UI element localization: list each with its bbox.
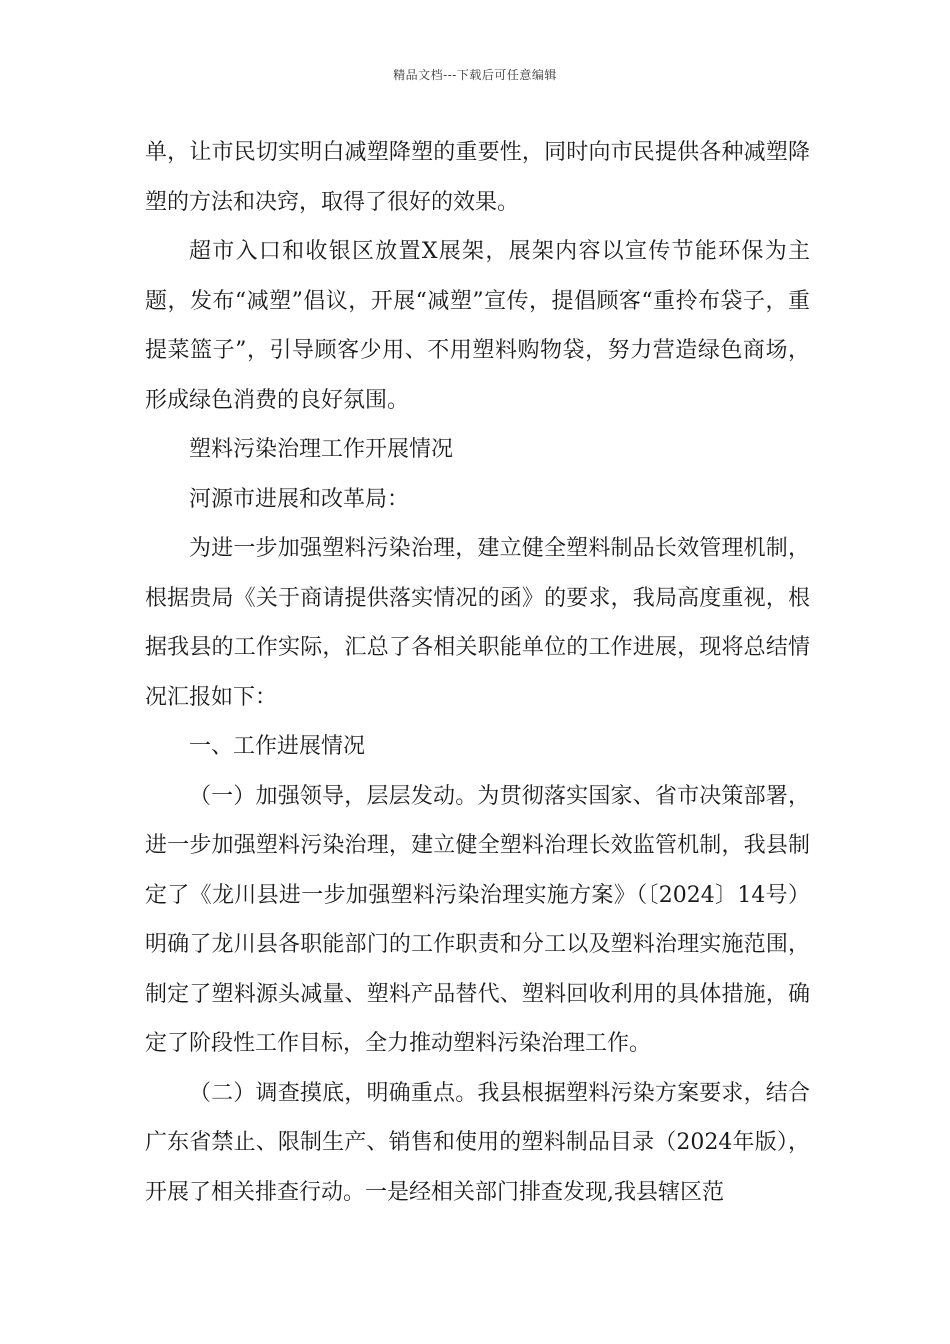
addressee: 河源市进展和改革局： xyxy=(189,486,410,512)
page-header: 精品文档---下载后可任意编辑 xyxy=(393,68,557,82)
paragraph-survey: （二）调查摸底，明确重点。我县根据塑料污染方案要求，结合广东省禁止、限制生产、销售和使用的塑料制品目录（2024年版），开展了相关排查行动。一是经相关部门排查发现,我县辖区范 xyxy=(145,1080,810,1205)
heading-progress: 一、工作进展情况 xyxy=(189,734,366,759)
paragraph-intro: 为进一步加强塑料污染治理，建立健全塑料制品长效管理机制，根据贵局《关于商请提供落实情况的函》的要求，我局高度重视，根据我县的工作实际，汇总了各相关职能单位的工作进展，现将总结情况汇报如下： xyxy=(145,536,810,710)
document-body xyxy=(145,128,810,1217)
paragraph-leadership: （一）加强领导，层层发动。为贯彻落实国家、省市决策部署，进一步加强塑料污染治理，建立健全塑料治理长效监管机制，我县制定了《龙川县进一步加强塑料污染治理实施方案》（〔2024〕14号）明确了龙川县各职能部门的工作职责和分工以及塑料治理实施范围，制定了塑料源头减量、塑料产品替代、塑料回收利用的具体措施，确定了阶段性工作目标，全力推动塑料污染治理工作。 xyxy=(145,783,810,1056)
paragraph-x-display: 超市入口和收银区放置X展架，展架内容以宣传节能环保为主题，发布“减塑”倡议，开展“减塑”宣传，提倡顾客“重拎布袋子，重提菜篮子”，引导顾客少用、不用塑料购物袋，努力营造绿色商场，形成绿色消费的良好氛围。 xyxy=(145,239,810,413)
section-title: 塑料污染治理工作开展情况 xyxy=(189,437,454,462)
paragraph-continuation: 单，让市民切实明白减塑降塑的重要性，同时向市民提供各种减塑降塑的方法和决窍，取得了很好的效果。 xyxy=(145,140,810,215)
